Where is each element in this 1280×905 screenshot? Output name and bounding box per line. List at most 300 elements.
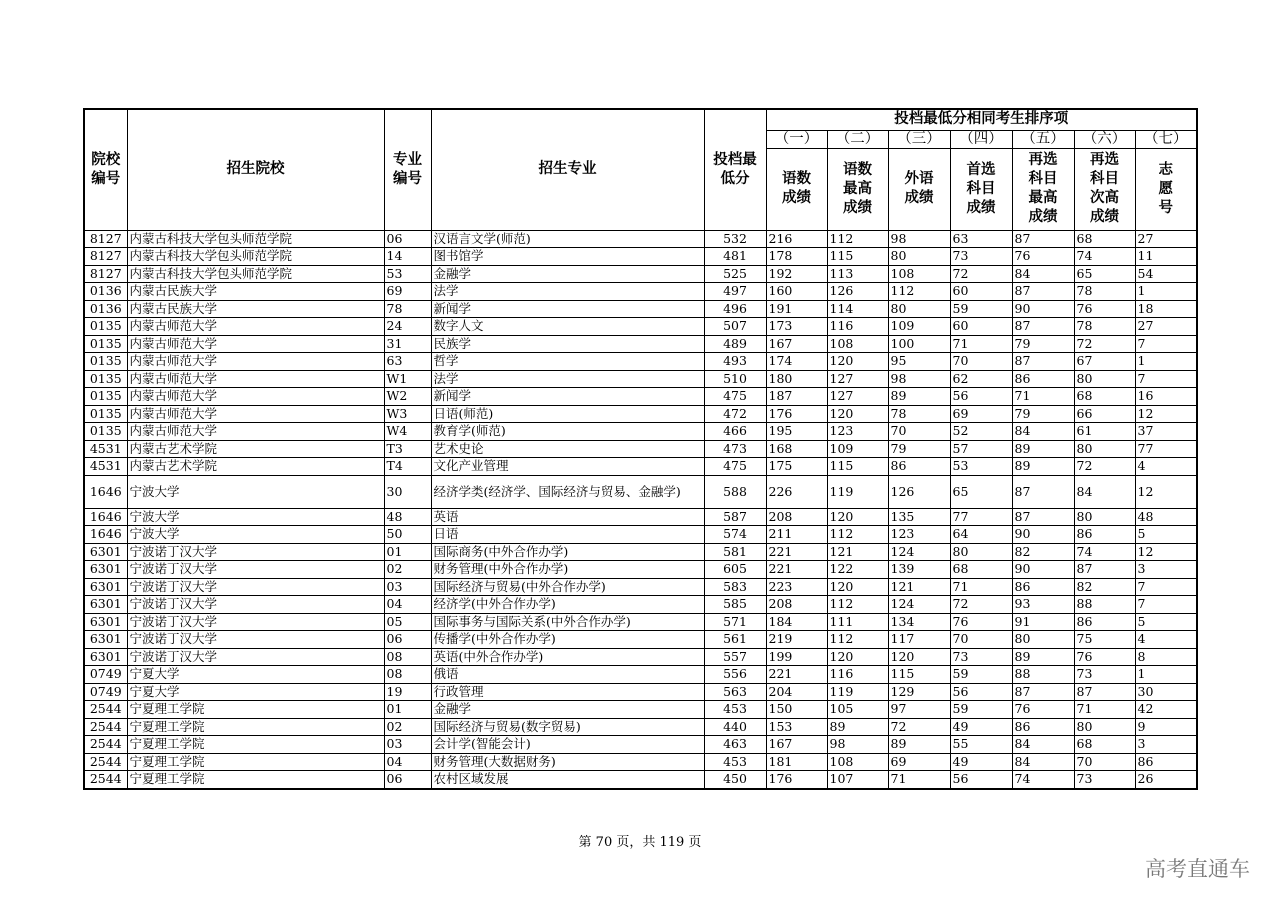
min-score-cell: 475 [704,388,766,406]
tie-4-cell: 62 [950,370,1012,388]
table-row [84,596,1197,614]
school-name-cell: 内蒙古科技大学包头师范学院 [127,230,384,248]
tie-5-cell: 74 [1012,771,1074,789]
major-name-cell: 经济学(中外合作办学) [431,596,704,614]
tie-6-cell: 66 [1074,405,1135,423]
school-name-cell: 内蒙古师范大学 [127,318,384,336]
school-code-cell: 0749 [84,666,127,684]
min-score-cell: 581 [704,543,766,561]
min-score-cell: 510 [704,370,766,388]
major-code-cell: 78 [384,300,431,318]
tie-1-cell: 221 [766,561,827,579]
min-score-cell: 605 [704,561,766,579]
table-row [84,648,1197,666]
tie-6-cell: 71 [1074,701,1135,719]
tie-5-cell: 89 [1012,458,1074,476]
tie-6-cell: 82 [1074,578,1135,596]
tie-2-cell: 98 [827,736,888,754]
header-school: 招生院校 [127,109,384,230]
major-name-cell: 国际经济与贸易(数字贸易) [431,718,704,736]
header-tie-num: （七） [1135,130,1197,148]
major-code-cell: 50 [384,526,431,544]
tie-4-cell: 59 [950,666,1012,684]
school-name-cell: 内蒙古师范大学 [127,388,384,406]
tie-4-cell: 76 [950,613,1012,631]
min-score-cell: 525 [704,265,766,283]
header-tie-num: （三） [888,130,950,148]
tie-7-cell: 5 [1135,613,1197,631]
major-code-cell: 48 [384,508,431,526]
table-row [84,405,1197,423]
tie-5-cell: 90 [1012,300,1074,318]
tie-5-cell: 84 [1012,736,1074,754]
school-name-cell: 宁夏大学 [127,683,384,701]
major-name-cell: 日语(师范) [431,405,704,423]
tie-4-cell: 56 [950,683,1012,701]
major-name-cell: 会计学(智能会计) [431,736,704,754]
major-code-cell: 69 [384,283,431,301]
tie-1-cell: 226 [766,475,827,508]
tie-6-cell: 68 [1074,230,1135,248]
tie-5-cell: 90 [1012,561,1074,579]
tie-5-cell: 87 [1012,230,1074,248]
table-row [84,388,1197,406]
major-name-cell: 艺术史论 [431,440,704,458]
school-name-cell: 宁波诺丁汉大学 [127,596,384,614]
tie-3-cell: 71 [888,771,950,789]
table-row [84,526,1197,544]
tie-1-cell: 176 [766,405,827,423]
tie-7-cell: 11 [1135,248,1197,266]
table-row [84,508,1197,526]
tie-1-cell: 223 [766,578,827,596]
table-row [84,353,1197,371]
table-row [84,683,1197,701]
tie-5-cell: 79 [1012,335,1074,353]
tie-5-cell: 91 [1012,613,1074,631]
major-code-cell: 24 [384,318,431,336]
tie-7-cell: 12 [1135,543,1197,561]
major-name-cell: 经济学类(经济学、国际经济与贸易、金融学) [431,475,704,508]
school-code-cell: 0135 [84,405,127,423]
min-score-cell: 497 [704,283,766,301]
header-tie-label: 外语成绩 [888,148,950,230]
tie-5-cell: 87 [1012,318,1074,336]
school-code-cell: 2544 [84,753,127,771]
tie-2-cell: 126 [827,283,888,301]
school-code-cell: 6301 [84,631,127,649]
major-name-cell: 金融学 [431,265,704,283]
tie-4-cell: 73 [950,648,1012,666]
table-row [84,370,1197,388]
major-name-cell: 文化产业管理 [431,458,704,476]
tie-6-cell: 72 [1074,458,1135,476]
school-name-cell: 宁波大学 [127,508,384,526]
header-tie-num: （六） [1074,130,1135,148]
table-row [84,736,1197,754]
tie-2-cell: 105 [827,701,888,719]
header-tie-label: 再选科目次高成绩 [1074,148,1135,230]
school-name-cell: 宁夏理工学院 [127,718,384,736]
school-code-cell: 8127 [84,265,127,283]
tie-7-cell: 7 [1135,335,1197,353]
min-score-cell: 556 [704,666,766,684]
table-row [84,543,1197,561]
tie-6-cell: 87 [1074,561,1135,579]
school-code-cell: 1646 [84,475,127,508]
tie-7-cell: 1 [1135,666,1197,684]
header-tie-label: 志愿号 [1135,148,1197,230]
tie-3-cell: 98 [888,370,950,388]
min-score-cell: 574 [704,526,766,544]
school-name-cell: 宁波大学 [127,475,384,508]
tie-3-cell: 70 [888,423,950,441]
tie-4-cell: 68 [950,561,1012,579]
school-name-cell: 宁夏理工学院 [127,701,384,719]
tie-3-cell: 126 [888,475,950,508]
header-major: 招生专业 [431,109,704,230]
major-name-cell: 哲学 [431,353,704,371]
major-code-cell: W1 [384,370,431,388]
tie-4-cell: 53 [950,458,1012,476]
tie-7-cell: 7 [1135,370,1197,388]
school-code-cell: 0135 [84,370,127,388]
tie-5-cell: 87 [1012,283,1074,301]
major-code-cell: 03 [384,578,431,596]
tie-2-cell: 112 [827,631,888,649]
tie-6-cell: 78 [1074,283,1135,301]
major-name-cell: 新闻学 [431,388,704,406]
school-code-cell: 8127 [84,230,127,248]
tie-1-cell: 180 [766,370,827,388]
tie-6-cell: 76 [1074,300,1135,318]
tie-1-cell: 204 [766,683,827,701]
tie-1-cell: 208 [766,508,827,526]
tie-1-cell: 168 [766,440,827,458]
tie-5-cell: 89 [1012,440,1074,458]
tie-7-cell: 9 [1135,718,1197,736]
tie-6-cell: 84 [1074,475,1135,508]
tie-2-cell: 120 [827,405,888,423]
tie-3-cell: 108 [888,265,950,283]
tie-2-cell: 127 [827,370,888,388]
major-code-cell: W2 [384,388,431,406]
tie-1-cell: 221 [766,666,827,684]
tie-6-cell: 68 [1074,736,1135,754]
tie-5-cell: 84 [1012,753,1074,771]
tie-6-cell: 78 [1074,318,1135,336]
tie-2-cell: 120 [827,648,888,666]
table-row [84,753,1197,771]
tie-1-cell: 174 [766,353,827,371]
min-score-cell: 571 [704,613,766,631]
table-row [84,771,1197,789]
tie-2-cell: 127 [827,388,888,406]
major-code-cell: 08 [384,648,431,666]
tie-3-cell: 78 [888,405,950,423]
tie-6-cell: 68 [1074,388,1135,406]
tie-4-cell: 70 [950,353,1012,371]
tie-2-cell: 108 [827,753,888,771]
tie-7-cell: 18 [1135,300,1197,318]
school-code-cell: 0135 [84,335,127,353]
school-name-cell: 宁波诺丁汉大学 [127,561,384,579]
table-row [84,265,1197,283]
school-code-cell: 6301 [84,561,127,579]
tie-7-cell: 30 [1135,683,1197,701]
tie-1-cell: 184 [766,613,827,631]
major-name-cell: 教育学(师范) [431,423,704,441]
school-code-cell: 8127 [84,248,127,266]
tie-1-cell: 150 [766,701,827,719]
major-name-cell: 俄语 [431,666,704,684]
school-name-cell: 宁波大学 [127,526,384,544]
school-code-cell: 0136 [84,283,127,301]
school-name-cell: 内蒙古民族大学 [127,300,384,318]
tie-1-cell: 187 [766,388,827,406]
tie-2-cell: 112 [827,230,888,248]
table-row [84,230,1197,248]
tie-3-cell: 112 [888,283,950,301]
table-row [84,423,1197,441]
tie-7-cell: 42 [1135,701,1197,719]
tie-1-cell: 167 [766,736,827,754]
school-name-cell: 宁波诺丁汉大学 [127,631,384,649]
tie-7-cell: 1 [1135,283,1197,301]
tie-2-cell: 107 [827,771,888,789]
tie-7-cell: 54 [1135,265,1197,283]
major-code-cell: 04 [384,596,431,614]
table-row [84,283,1197,301]
major-name-cell: 金融学 [431,701,704,719]
school-code-cell: 2544 [84,718,127,736]
tie-5-cell: 82 [1012,543,1074,561]
major-name-cell: 行政管理 [431,683,704,701]
major-name-cell: 财务管理(中外合作办学) [431,561,704,579]
table-row [84,701,1197,719]
school-name-cell: 宁夏大学 [127,666,384,684]
tie-6-cell: 80 [1074,508,1135,526]
tie-1-cell: 173 [766,318,827,336]
tie-2-cell: 121 [827,543,888,561]
table-row [84,631,1197,649]
major-code-cell: 06 [384,230,431,248]
tie-3-cell: 72 [888,718,950,736]
tie-4-cell: 56 [950,388,1012,406]
table-row [84,318,1197,336]
tie-3-cell: 115 [888,666,950,684]
tie-4-cell: 71 [950,335,1012,353]
tie-6-cell: 88 [1074,596,1135,614]
school-name-cell: 宁夏理工学院 [127,771,384,789]
tie-7-cell: 1 [1135,353,1197,371]
major-code-cell: 03 [384,736,431,754]
school-code-cell: 2544 [84,736,127,754]
tie-3-cell: 95 [888,353,950,371]
tie-3-cell: 120 [888,648,950,666]
tie-1-cell: 199 [766,648,827,666]
min-score-cell: 588 [704,475,766,508]
tie-5-cell: 76 [1012,701,1074,719]
table-row [84,440,1197,458]
tie-3-cell: 80 [888,300,950,318]
min-score-cell: 496 [704,300,766,318]
tie-5-cell: 84 [1012,423,1074,441]
tie-2-cell: 109 [827,440,888,458]
tie-2-cell: 111 [827,613,888,631]
tie-3-cell: 124 [888,596,950,614]
tie-3-cell: 98 [888,230,950,248]
header-tie-title: 投档最低分相同考生排序项 [766,109,1197,130]
school-code-cell: 2544 [84,701,127,719]
tie-1-cell: 211 [766,526,827,544]
school-name-cell: 宁波诺丁汉大学 [127,648,384,666]
header-school-code: 院校编号 [84,109,127,230]
tie-6-cell: 80 [1074,718,1135,736]
major-name-cell: 图书馆学 [431,248,704,266]
tie-3-cell: 100 [888,335,950,353]
school-name-cell: 内蒙古科技大学包头师范学院 [127,248,384,266]
tie-5-cell: 89 [1012,648,1074,666]
min-score-cell: 466 [704,423,766,441]
tie-5-cell: 71 [1012,388,1074,406]
tie-6-cell: 61 [1074,423,1135,441]
tie-5-cell: 87 [1012,508,1074,526]
major-code-cell: 06 [384,631,431,649]
major-code-cell: 14 [384,248,431,266]
tie-1-cell: 167 [766,335,827,353]
min-score-cell: 587 [704,508,766,526]
school-code-cell: 0135 [84,353,127,371]
tie-7-cell: 12 [1135,475,1197,508]
school-name-cell: 内蒙古师范大学 [127,335,384,353]
table-row [84,578,1197,596]
tie-5-cell: 80 [1012,631,1074,649]
school-name-cell: 内蒙古师范大学 [127,423,384,441]
tie-1-cell: 208 [766,596,827,614]
tie-5-cell: 93 [1012,596,1074,614]
tie-4-cell: 72 [950,596,1012,614]
tie-2-cell: 108 [827,335,888,353]
school-name-cell: 宁夏理工学院 [127,736,384,754]
school-name-cell: 内蒙古艺术学院 [127,440,384,458]
table-row [84,335,1197,353]
header-min-score: 投档最低分 [704,109,766,230]
tie-4-cell: 55 [950,736,1012,754]
tie-6-cell: 65 [1074,265,1135,283]
major-code-cell: W3 [384,405,431,423]
tie-6-cell: 75 [1074,631,1135,649]
min-score-cell: 463 [704,736,766,754]
tie-6-cell: 70 [1074,753,1135,771]
min-score-cell: 453 [704,753,766,771]
tie-2-cell: 120 [827,508,888,526]
school-code-cell: 1646 [84,526,127,544]
tie-7-cell: 3 [1135,736,1197,754]
tie-6-cell: 86 [1074,526,1135,544]
major-name-cell: 汉语言文学(师范) [431,230,704,248]
tie-2-cell: 123 [827,423,888,441]
school-code-cell: 6301 [84,578,127,596]
tie-4-cell: 69 [950,405,1012,423]
tie-7-cell: 27 [1135,230,1197,248]
tie-5-cell: 76 [1012,248,1074,266]
tie-3-cell: 69 [888,753,950,771]
tie-7-cell: 48 [1135,508,1197,526]
tie-5-cell: 87 [1012,353,1074,371]
tie-7-cell: 4 [1135,631,1197,649]
tie-6-cell: 80 [1074,370,1135,388]
tie-4-cell: 57 [950,440,1012,458]
admission-score-table [83,108,1198,790]
tie-5-cell: 90 [1012,526,1074,544]
school-code-cell: 0749 [84,683,127,701]
major-code-cell: 02 [384,561,431,579]
school-code-cell: 0135 [84,388,127,406]
major-name-cell: 英语 [431,508,704,526]
header-tie-label: 再选科目最高成绩 [1012,148,1074,230]
tie-7-cell: 77 [1135,440,1197,458]
school-code-cell: 0135 [84,423,127,441]
table-row [84,475,1197,508]
tie-7-cell: 16 [1135,388,1197,406]
major-code-cell: 19 [384,683,431,701]
major-name-cell: 数字人文 [431,318,704,336]
tie-1-cell: 175 [766,458,827,476]
tie-6-cell: 86 [1074,613,1135,631]
tie-7-cell: 8 [1135,648,1197,666]
major-name-cell: 传播学(中外合作办学) [431,631,704,649]
major-name-cell: 国际商务(中外合作办学) [431,543,704,561]
tie-1-cell: 195 [766,423,827,441]
header-major-code: 专业编号 [384,109,431,230]
min-score-cell: 450 [704,771,766,789]
page-footer: 第 70 页，共 119 页 [578,835,702,850]
major-name-cell: 英语(中外合作办学) [431,648,704,666]
tie-7-cell: 86 [1135,753,1197,771]
major-code-cell: T3 [384,440,431,458]
tie-3-cell: 109 [888,318,950,336]
tie-7-cell: 7 [1135,578,1197,596]
major-code-cell: 04 [384,753,431,771]
header-tie-label: 首选科目成绩 [950,148,1012,230]
tie-4-cell: 59 [950,701,1012,719]
major-name-cell: 日语 [431,526,704,544]
school-code-cell: 2544 [84,771,127,789]
tie-1-cell: 219 [766,631,827,649]
min-score-cell: 481 [704,248,766,266]
major-name-cell: 国际经济与贸易(中外合作办学) [431,578,704,596]
tie-7-cell: 3 [1135,561,1197,579]
tie-3-cell: 124 [888,543,950,561]
tie-4-cell: 56 [950,771,1012,789]
major-code-cell: 63 [384,353,431,371]
header-tie-num: （四） [950,130,1012,148]
tie-3-cell: 139 [888,561,950,579]
table-row [84,248,1197,266]
header-tie-num: （一） [766,130,827,148]
tie-3-cell: 129 [888,683,950,701]
min-score-cell: 557 [704,648,766,666]
watermark: 高考直通车 [1145,857,1250,881]
tie-4-cell: 71 [950,578,1012,596]
tie-6-cell: 72 [1074,335,1135,353]
tie-7-cell: 5 [1135,526,1197,544]
major-code-cell: T4 [384,458,431,476]
tie-4-cell: 77 [950,508,1012,526]
tie-2-cell: 115 [827,248,888,266]
tie-3-cell: 86 [888,458,950,476]
